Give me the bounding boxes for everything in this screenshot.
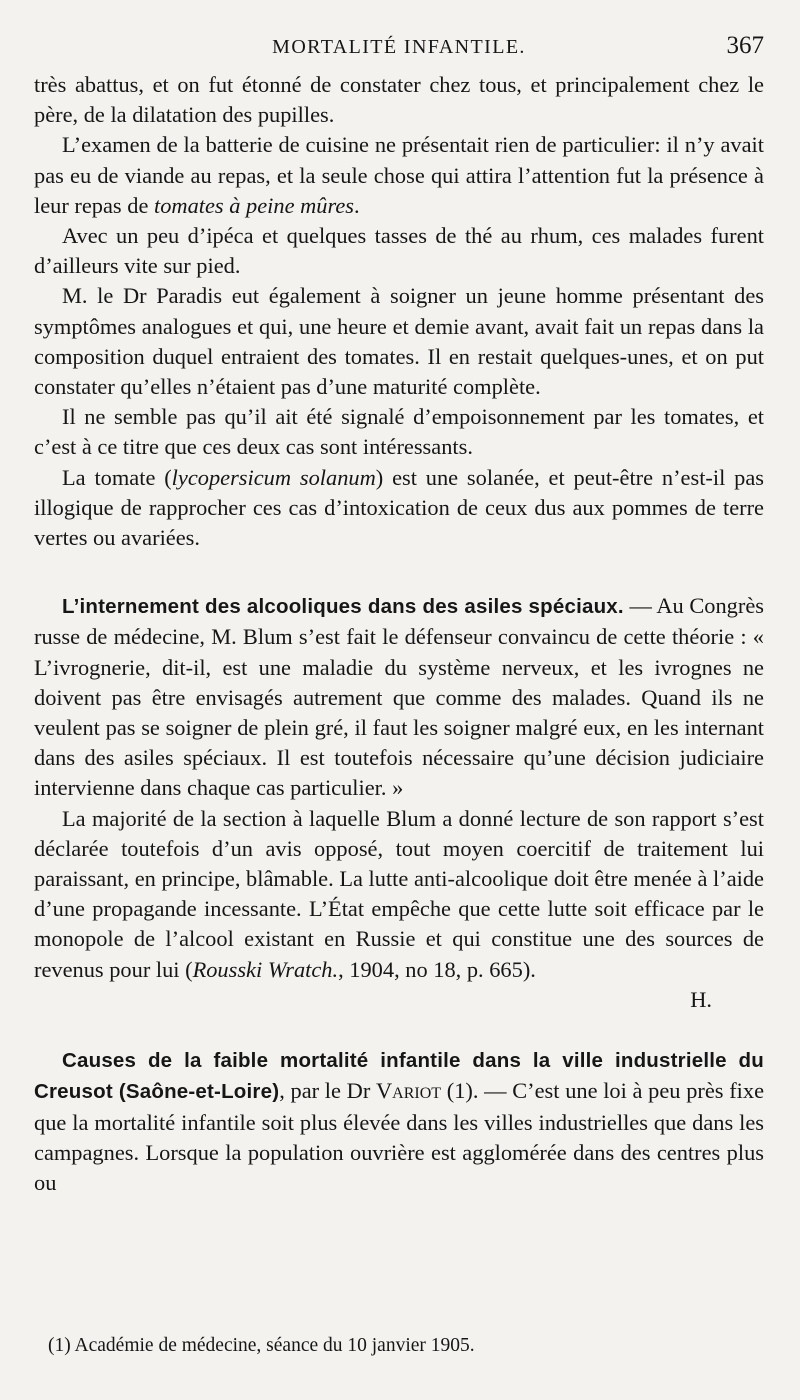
source-details: , 1904, no 18, p. 665). [338, 956, 536, 982]
running-header [34, 30, 764, 70]
running-title: MORTALITÉ INFANTILE. [272, 36, 526, 58]
alcohol-section-lead-text: — Au Congrès russe de médecine, M. Blum s’est fait le défenseur convaincu de cette théorie : « L’ivrognerie, dit-il, est une maladie du système nerveux, et les ivrognes ne doivent pas être envisagés autrement que comme des malades. Quand ils ne veulent pas se soigner de plein gré, il faut les soigner malgré eux, en les internant dans des asiles spéciaux. Il est toutefois nécessaire qu’une décision judiciaire intervienne dans chaque cas particulier. » [34, 593, 764, 801]
creusot-section-lead [34, 1045, 764, 1198]
document-page [34, 30, 764, 1370]
source-title: Rousski Wratch. [192, 956, 339, 982]
alcohol-section-lead [34, 591, 764, 803]
footnote-reference: (1). [441, 1078, 479, 1104]
paragraph-6-before: La tomate ( [62, 464, 172, 490]
paragraph-2 [34, 130, 764, 221]
section-gap [34, 1015, 764, 1045]
paragraph-6 [34, 463, 764, 554]
signature: H. [690, 986, 712, 1012]
paragraph-2-end: . [354, 192, 360, 218]
paragraph-6-after: ) est une solanée, et peut-être n’est-il pas illogique de rapprocher ces cas d’intoxication de ceux dus aux pommes de terre vertes ou avariées. [34, 464, 764, 551]
creusot-section-heading: Causes de la faible mortalité infantile dans la ville industrielle du Creusot (Saône-et-Loire) [34, 1049, 764, 1104]
footnote: (1) Académie de médecine, séance du 10 janvier 1905. [48, 1335, 475, 1356]
body-text [34, 70, 764, 1198]
page-number: 367 [726, 32, 764, 59]
creusot-section-text: — C’est une loi à peu près fixe que la mortalité infantile soit plus élevée dans les villes industrielles que dans les campagnes. Lorsque la population ouvrière est agglomérée dans des centres plus ou [34, 1078, 765, 1195]
author-name: Variot [375, 1078, 442, 1104]
latin-name: lycopersicum solanum [171, 464, 376, 490]
section-gap [34, 553, 764, 591]
paragraph-4: M. le Dr Paradis eut également à soigner un jeune homme présentant des symptômes analogues et qui, une heure et demie avant, avait fait un repas dans la composition duquel entraient des tomates. Il en restait quelques-unes, et on put constater qu’elles n’étaient pas d’une maturité complète. [34, 283, 764, 400]
paragraph-2-emphasis: tomates à peine mûres [153, 192, 355, 218]
alcohol-section-paragraph-2 [34, 804, 764, 985]
alcohol-section-heading: L’internement des alcooliques dans des asiles spéciaux. [62, 595, 624, 619]
paragraph-2-text: L’examen de la batterie de cuisine ne présentait rien de particulier: il n’y avait pas eu de viande au repas, et la seule chose qui attira l’attention fut la présence à leur repas de [34, 132, 764, 218]
paragraph-1: très abattus, et on fut étonné de constater chez tous, et principalement chez le père, de la dilatation des pupilles. [34, 72, 764, 128]
creusot-byline-prefix: , par le Dr [279, 1078, 376, 1104]
alcohol-paragraph-2-text: La majorité de la section à laquelle Blum a donné lecture de son rapport s’est déclarée toutefois d’un avis opposé, tout moyen coercitif de traitement lui paraissant, en principe, blâmable. La lutte anti-alcoolique doit être menée à l’aide d’une propagande incessante. L’État empêche que cette lutte soit efficace par le monopole de l’alcool existant en Russie et qui constitue une des sources de revenus pour lui ( [34, 805, 764, 982]
footnote-area [48, 1333, 748, 1359]
paragraph-5: Il ne semble pas qu’il ait été signalé d’empoisonnement par les tomates, et c’est à ce titre que ces deux cas sont intéressants. [34, 404, 764, 460]
paragraph-3: Avec un peu d’ipéca et quelques tasses de thé au rhum, ces malades furent d’ailleurs vite sur pied. [34, 223, 764, 279]
